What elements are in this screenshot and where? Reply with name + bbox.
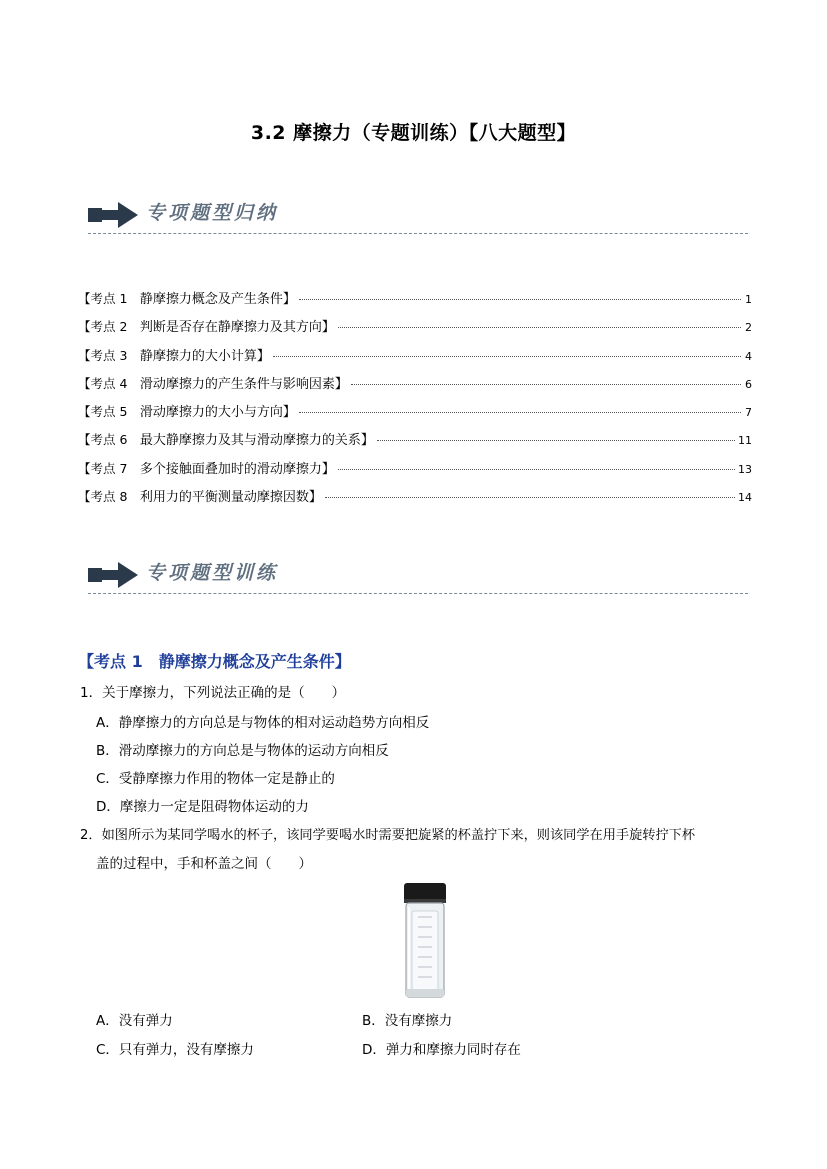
q1-option-d: D．摩擦力一定是阻碍物体运动的力 xyxy=(96,799,309,815)
q1-option-b: B．滑动摩擦力的方向总是与物体的运动方向相反 xyxy=(96,743,389,759)
toc-leader xyxy=(377,440,735,441)
toc-text: 静摩擦力的大小计算】 xyxy=(139,348,270,364)
q2-option-a: A．没有弹力 xyxy=(96,1013,173,1029)
section-banner-summary xyxy=(88,196,748,236)
toc-leader xyxy=(299,412,741,413)
toc-text: 静摩擦力概念及产生条件】 xyxy=(139,292,296,307)
question-2-stem-line1: 2．如图所示为某同学喝水的杯子，该同学要喝水时需要把旋紧的杯盖拧下来，则该同学在用手旋转拧下杯 xyxy=(80,828,696,843)
toc-text: 多个接触面叠加时的滑动摩擦力】 xyxy=(139,461,335,477)
toc-row[interactable] xyxy=(78,345,752,373)
toc-page: 11 xyxy=(738,434,752,448)
banner-title: 专项题型训练 xyxy=(146,562,279,584)
toc-label: 【考点 3 xyxy=(78,347,128,363)
toc-label: 【考点 6 xyxy=(78,432,128,448)
toc-page: 7 xyxy=(745,406,752,420)
toc-row[interactable] xyxy=(78,401,752,429)
toc-row[interactable] xyxy=(78,316,752,344)
toc-page: 2 xyxy=(745,321,752,335)
toc-row[interactable] xyxy=(78,373,752,401)
toc-leader xyxy=(351,384,741,385)
toc-label: 【考点 1 xyxy=(78,291,128,306)
toc-row[interactable] xyxy=(78,429,752,457)
table-of-contents xyxy=(78,288,752,514)
toc-label: 【考点 2 xyxy=(78,319,128,335)
toc-label: 【考点 7 xyxy=(78,460,128,476)
toc-label: 【考点 8 xyxy=(78,489,128,505)
toc-leader xyxy=(338,469,735,470)
toc-label: 【考点 4 xyxy=(78,375,128,391)
toc-row[interactable] xyxy=(78,288,752,316)
arrow-icon xyxy=(88,562,140,588)
q1-option-c: C．受静摩擦力作用的物体一定是静止的 xyxy=(96,771,335,787)
section-heading: 【考点 1 静摩擦力概念及产生条件】 xyxy=(78,652,351,671)
toc-text: 利用力的平衡测量动摩擦因数】 xyxy=(139,490,322,506)
q2-option-b: B．没有摩擦力 xyxy=(362,1013,453,1029)
q2-option-d: D．弹力和摩擦力同时存在 xyxy=(362,1042,521,1058)
toc-leader xyxy=(299,299,741,300)
dashed-divider xyxy=(88,593,748,594)
dashed-divider xyxy=(88,233,748,234)
question-2-stem-line2: 盖的过程中，手和杯盖之间（ ） xyxy=(96,856,312,872)
toc-page: 14 xyxy=(738,491,752,505)
toc-page: 4 xyxy=(745,349,752,363)
toc-label: 【考点 5 xyxy=(78,404,128,420)
toc-leader xyxy=(273,356,741,357)
q2-option-c: C．只有弹力，没有摩擦力 xyxy=(96,1042,254,1058)
question-1-stem: 1．关于摩擦力，下列说法正确的是（ ） xyxy=(80,685,346,701)
water-bottle-image xyxy=(398,881,452,1001)
toc-row[interactable] xyxy=(78,486,752,514)
toc-text: 滑动摩擦力的产生条件与影响因素】 xyxy=(139,376,348,392)
toc-page: 13 xyxy=(738,462,752,476)
toc-leader xyxy=(325,497,735,498)
arrow-icon xyxy=(88,202,140,228)
toc-row[interactable] xyxy=(78,458,752,486)
toc-page: 6 xyxy=(745,377,752,391)
q1-option-a: A．静摩擦力的方向总是与物体的相对运动趋势方向相反 xyxy=(96,715,430,731)
toc-text: 判断是否存在静摩擦力及其方向】 xyxy=(139,320,335,336)
banner-title: 专项题型归纳 xyxy=(146,202,279,224)
section-banner-training xyxy=(88,556,748,596)
page-title: 3.2 摩擦力（专题训练）【八大题型】 xyxy=(250,122,577,144)
toc-text: 最大静摩擦力及其与滑动摩擦力的关系】 xyxy=(139,433,374,449)
toc-page: 1 xyxy=(745,293,752,306)
toc-text: 滑动摩擦力的大小与方向】 xyxy=(139,405,296,421)
toc-leader xyxy=(338,327,741,328)
